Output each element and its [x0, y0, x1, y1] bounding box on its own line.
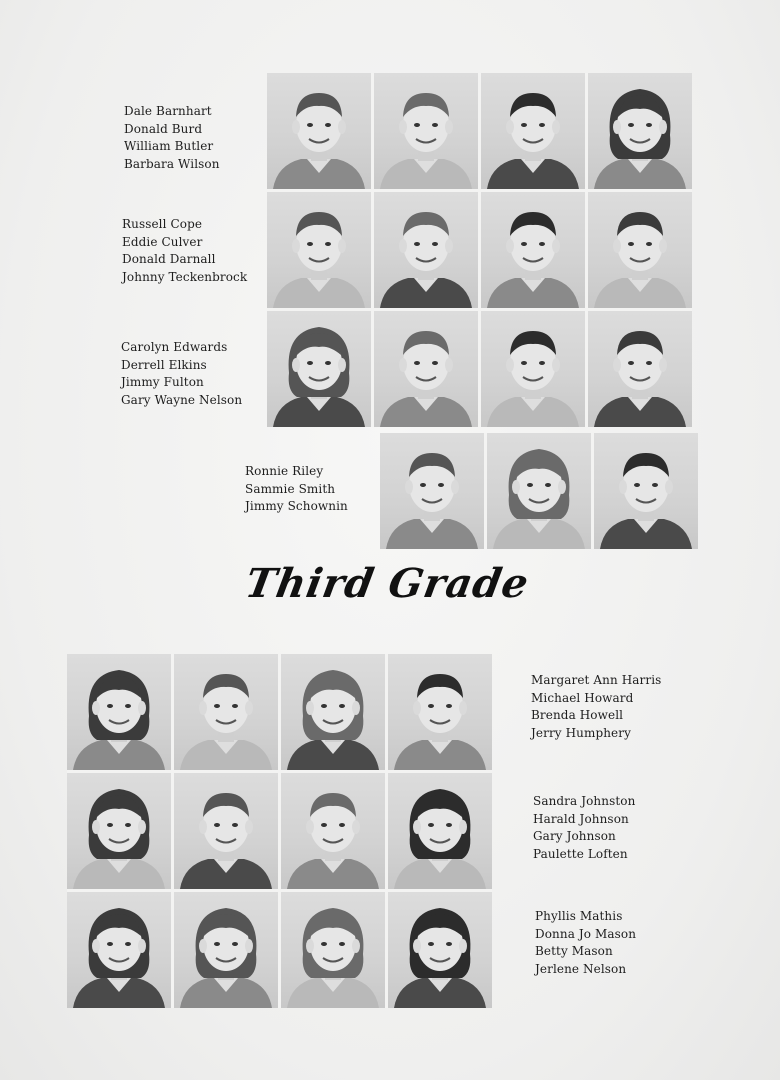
student-name: Jerlene Nelson [535, 961, 627, 976]
names-upper-group-3 [121, 339, 242, 409]
names-upper-group-1 [124, 103, 220, 173]
student-name: Sammie Smith [245, 481, 336, 496]
photo-grid-upper [267, 73, 692, 427]
student-name: Harald Johnson [533, 811, 629, 826]
student-name: Sandra Johnston [533, 794, 636, 808]
student-photo [481, 311, 585, 427]
student-photo [588, 311, 692, 427]
student-photo [281, 654, 385, 770]
names-upper-group-2 [122, 216, 247, 286]
names-upper-group-4 [245, 463, 348, 516]
student-photo [594, 433, 698, 549]
photo-grid-lower [67, 654, 492, 1008]
student-photo [267, 73, 371, 189]
student-photo [388, 654, 492, 770]
student-photo [374, 73, 478, 189]
student-photo [67, 773, 171, 889]
student-photo [267, 311, 371, 427]
student-name: Jimmy Schownin [245, 499, 348, 513]
student-name: Jimmy Fulton [121, 375, 204, 389]
student-photo [388, 892, 492, 1008]
student-photo [481, 192, 585, 308]
student-name: Dale Barnhart [124, 104, 212, 118]
student-photo [67, 892, 171, 1008]
student-name: Donna Jo Mason [535, 926, 637, 941]
student-name: Carolyn Edwards [121, 340, 228, 354]
page-title: Third Grade [241, 560, 533, 607]
student-photo [481, 73, 585, 189]
student-photo [67, 654, 171, 770]
student-name: Margaret Ann Harris [531, 673, 662, 687]
student-photo [374, 311, 478, 427]
student-name: Gary Johnson [533, 829, 616, 843]
student-photo [374, 192, 478, 308]
student-name: Russell Cope [122, 217, 203, 231]
student-photo [281, 892, 385, 1008]
student-name: Johnny Teckenbrock [122, 269, 248, 284]
student-name: Eddie Culver [122, 234, 203, 249]
student-name: Brenda Howell [531, 708, 624, 722]
student-photo [388, 773, 492, 889]
student-photo [588, 192, 692, 308]
student-name: Paulette Loften [533, 846, 628, 861]
names-lower-group-2 [533, 793, 635, 863]
student-name: Gary Wayne Nelson [121, 392, 243, 407]
student-name: Donald Burd [124, 121, 203, 136]
student-photo [588, 73, 692, 189]
student-photo [174, 892, 278, 1008]
student-photo [174, 773, 278, 889]
student-name: William Butler [124, 139, 214, 153]
student-photo [380, 433, 484, 549]
student-photo [487, 433, 591, 549]
student-name: Donald Darnall [122, 252, 216, 266]
student-name: Ronnie Riley [245, 464, 324, 478]
photo-grid-upper-last-row [380, 433, 698, 549]
student-name: Betty Mason [535, 944, 613, 958]
student-name: Jerry Humphery [531, 725, 631, 740]
student-name: Phyllis Mathis [535, 909, 623, 923]
student-photo [174, 654, 278, 770]
names-lower-group-1 [531, 672, 661, 742]
student-photo [267, 192, 371, 308]
student-photo [281, 773, 385, 889]
student-name: Barbara Wilson [124, 156, 220, 171]
student-name: Michael Howard [531, 690, 634, 705]
names-lower-group-3 [535, 908, 636, 978]
student-name: Derrell Elkins [121, 357, 207, 372]
